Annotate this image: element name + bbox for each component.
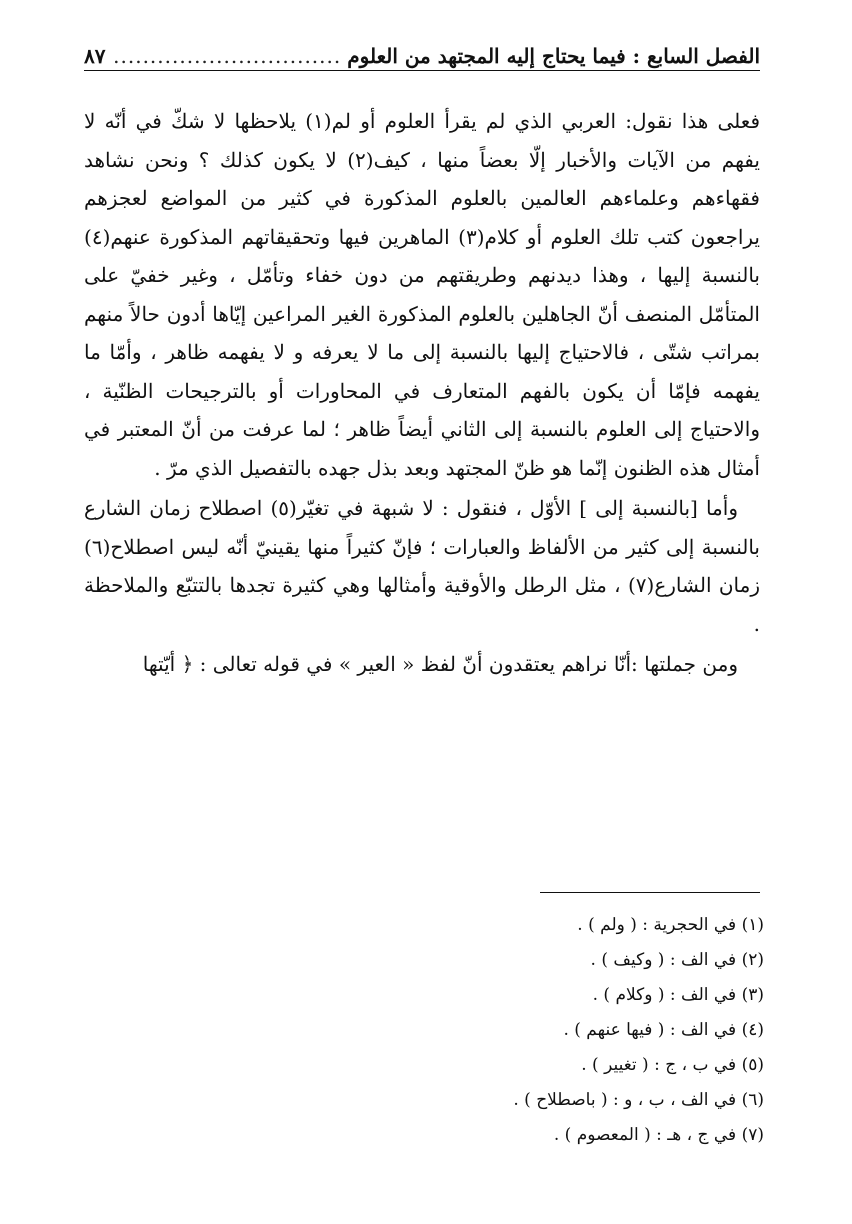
page-number: ٨٧: [84, 44, 106, 68]
paragraph: وأما [بالنسبة إلى ] الأوّل ، فنقول : لا شبهة في تغيّر(٥) اصطلاح زمان الشارع بالنسبة إلى كثير من الألفاظ والعبارات ؛ فإنّ كثيراً منها يقينيّ أنّه ليس اصطلاح(٦) زمان الشارع(٧) ، مثل الرطل والأوقية وأمثالها وهي كثيرة تجدها بالتتبّع والملاحظة .: [84, 496, 760, 636]
main-text: [84, 102, 760, 684]
chapter-title: الفصل السابع : فيما يحتاج إليه المجتهد من العلوم: [347, 44, 760, 68]
footnote: (٧) في ج ، هـ : ( المعصوم ) .: [553, 1125, 764, 1145]
footnote: (٦) في الف ، ب ، و : ( باصطلاح ) .: [513, 1090, 764, 1110]
running-header: [84, 34, 760, 68]
header-rule: [84, 70, 760, 71]
footnotes: [364, 908, 764, 1153]
paragraph: فعلى هذا نقول: العربي الذي لم يقرأ العلوم أو لم(١) يلاحظها لا شكّ في أنّه لا يفهم من الآيات والأخبار إلّا بعضاً منها ، كيف(٢) لا يكون كذلك ؟ ونحن نشاهد فقهاءهم وعلماءهم العالمين بالعلوم المذكورة في كثير من المواضع لعجزهم يراجعون كتب تلك العلوم أو كلام(٣) الماهرين فيها وتحقيقاتهم المذكورة عنهم(٤) بالنسبة إليها ، وهذا ديدنهم وطريقتهم من دون خفاء وتأمّل ، وغير خفيّ على المتأمّل المنصف أنّ الجاهلين بالعلوم المذكورة الغير المراعين إيّاها أدون حالاً منهم بمراتب شتّى ، فالاحتياج إليها بالنسبة إلى ما لا يعرفه و لا يفهمه ظاهر ، وأمّا ما يفهمه فإمّا أن يكون بالفهم المتعارف في المحاورات أو بالترجيحات الظنّية ، والاحتياج إلى العلوم بالنسبة إلى الثاني أيضاً ظاهر ؛ لما عرفت من أنّ المعتبر في أمثال هذه الظنون إنّما هو ظنّ المجتهد وبعد بذل جهده بالتفصيل الذي مرّ .: [84, 109, 761, 480]
dot-leader: [111, 44, 341, 68]
footnote: (٣) في الف : ( وكلام ) .: [592, 985, 764, 1005]
footnote: (١) في الحجرية : ( ولم ) .: [577, 915, 764, 935]
footnote: (٤) في الف : ( فيها عنهم ) .: [563, 1020, 764, 1040]
footnote: (٢) في الف : ( وكيف ) .: [590, 950, 764, 970]
paragraph: ومن جملتها :أنّا نراهم يعتقدون أنّ لفظ « العير » في قوله تعالى : ﴿ أيّتها: [142, 652, 738, 676]
footnote: (٥) في ب ، ج : ( تغيير ) .: [581, 1055, 764, 1075]
footnote-separator: [540, 892, 760, 893]
